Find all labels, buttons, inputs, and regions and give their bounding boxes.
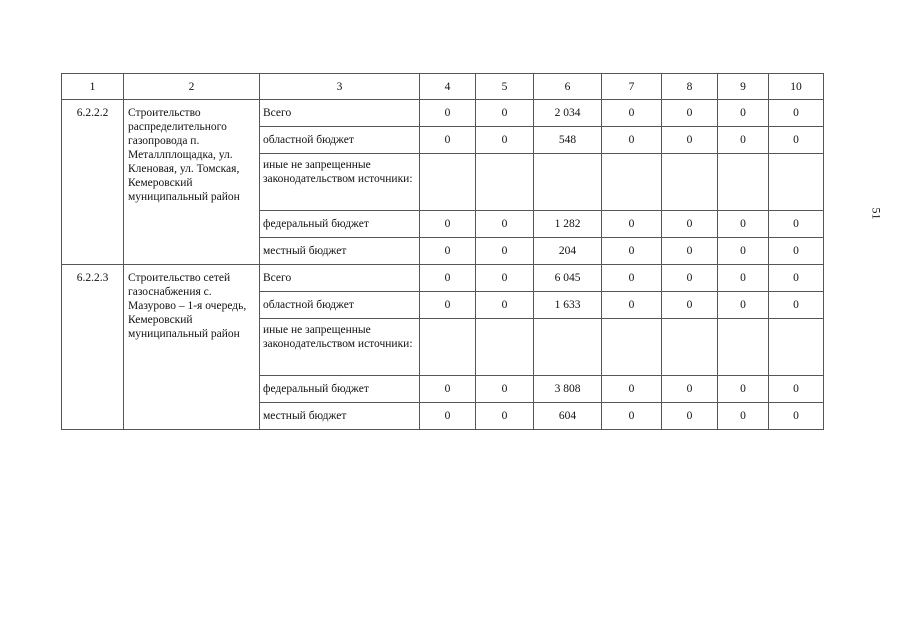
header-cell: 4 <box>420 74 476 100</box>
value-cell: 0 <box>769 376 824 403</box>
value-cell <box>476 319 534 376</box>
object-name: Строительство сетей газоснабжения с. Мазурово – 1-я очередь, Кемеровский муниципальный район <box>124 265 260 430</box>
value-cell: 0 <box>420 292 476 319</box>
header-cell: 6 <box>534 74 602 100</box>
value-cell: 0 <box>476 100 534 127</box>
header-cell: 5 <box>476 74 534 100</box>
value-cell <box>718 154 769 211</box>
value-cell <box>420 319 476 376</box>
source-cell: областной бюджет <box>260 127 420 154</box>
value-cell <box>420 154 476 211</box>
header-cell: 9 <box>718 74 769 100</box>
value-cell: 0 <box>602 238 662 265</box>
header-cell: 2 <box>124 74 260 100</box>
value-cell <box>769 154 824 211</box>
value-cell <box>602 154 662 211</box>
value-cell: 0 <box>662 265 718 292</box>
value-cell: 0 <box>602 403 662 430</box>
item-code: 6.2.2.2 <box>62 100 124 265</box>
value-cell: 6 045 <box>534 265 602 292</box>
value-cell: 0 <box>769 403 824 430</box>
value-cell: 0 <box>476 265 534 292</box>
value-cell: 0 <box>662 100 718 127</box>
value-cell: 2 034 <box>534 100 602 127</box>
value-cell: 0 <box>476 292 534 319</box>
value-cell: 0 <box>718 265 769 292</box>
page-number: 51 <box>869 207 884 220</box>
value-cell <box>534 319 602 376</box>
value-cell: 0 <box>476 238 534 265</box>
source-cell: местный бюджет <box>260 238 420 265</box>
value-cell: 0 <box>602 265 662 292</box>
value-cell: 0 <box>602 292 662 319</box>
value-cell <box>476 154 534 211</box>
source-cell: федеральный бюджет <box>260 211 420 238</box>
header-cell: 1 <box>62 74 124 100</box>
item-code: 6.2.2.3 <box>62 265 124 430</box>
table-header-row <box>62 74 824 100</box>
value-cell: 0 <box>662 403 718 430</box>
value-cell: 0 <box>718 403 769 430</box>
source-cell: федеральный бюджет <box>260 376 420 403</box>
value-cell: 0 <box>602 100 662 127</box>
source-cell: Всего <box>260 100 420 127</box>
value-cell: 0 <box>769 100 824 127</box>
budget-table <box>61 73 824 430</box>
value-cell: 0 <box>662 376 718 403</box>
value-cell: 0 <box>420 100 476 127</box>
object-name: Строительство распределительного газопровода п. Металлплощадка, ул. Кленовая, ул. Томская, Кемеровский муниципальный район <box>124 100 260 265</box>
value-cell: 548 <box>534 127 602 154</box>
value-cell: 0 <box>420 376 476 403</box>
source-cell: иные не запрещенные законодательством источники: <box>260 154 420 211</box>
value-cell: 0 <box>476 403 534 430</box>
value-cell: 0 <box>602 376 662 403</box>
source-cell: областной бюджет <box>260 292 420 319</box>
value-cell: 0 <box>769 238 824 265</box>
source-cell: местный бюджет <box>260 403 420 430</box>
value-cell: 0 <box>718 100 769 127</box>
value-cell: 3 808 <box>534 376 602 403</box>
value-cell: 204 <box>534 238 602 265</box>
header-cell: 7 <box>602 74 662 100</box>
value-cell <box>602 319 662 376</box>
header-cell: 3 <box>260 74 420 100</box>
value-cell: 0 <box>718 127 769 154</box>
value-cell <box>534 154 602 211</box>
header-cell: 10 <box>769 74 824 100</box>
value-cell: 0 <box>769 127 824 154</box>
value-cell: 0 <box>476 211 534 238</box>
value-cell: 0 <box>420 127 476 154</box>
value-cell: 1 633 <box>534 292 602 319</box>
value-cell: 1 282 <box>534 211 602 238</box>
source-cell: Всего <box>260 265 420 292</box>
value-cell <box>662 154 718 211</box>
value-cell: 0 <box>420 238 476 265</box>
table-row <box>62 265 824 292</box>
value-cell: 0 <box>476 127 534 154</box>
value-cell: 0 <box>476 376 534 403</box>
value-cell: 0 <box>602 211 662 238</box>
value-cell: 0 <box>718 376 769 403</box>
value-cell: 0 <box>769 292 824 319</box>
value-cell: 0 <box>718 292 769 319</box>
value-cell: 604 <box>534 403 602 430</box>
value-cell: 0 <box>420 265 476 292</box>
value-cell: 0 <box>420 211 476 238</box>
value-cell: 0 <box>602 127 662 154</box>
value-cell: 0 <box>769 265 824 292</box>
value-cell: 0 <box>718 211 769 238</box>
header-cell: 8 <box>662 74 718 100</box>
value-cell: 0 <box>420 403 476 430</box>
source-cell: иные не запрещенные законодательством источники: <box>260 319 420 376</box>
value-cell: 0 <box>718 238 769 265</box>
value-cell: 0 <box>662 238 718 265</box>
value-cell <box>769 319 824 376</box>
value-cell: 0 <box>769 211 824 238</box>
value-cell <box>718 319 769 376</box>
value-cell: 0 <box>662 127 718 154</box>
value-cell: 0 <box>662 211 718 238</box>
value-cell <box>662 319 718 376</box>
table-row <box>62 100 824 127</box>
value-cell: 0 <box>662 292 718 319</box>
